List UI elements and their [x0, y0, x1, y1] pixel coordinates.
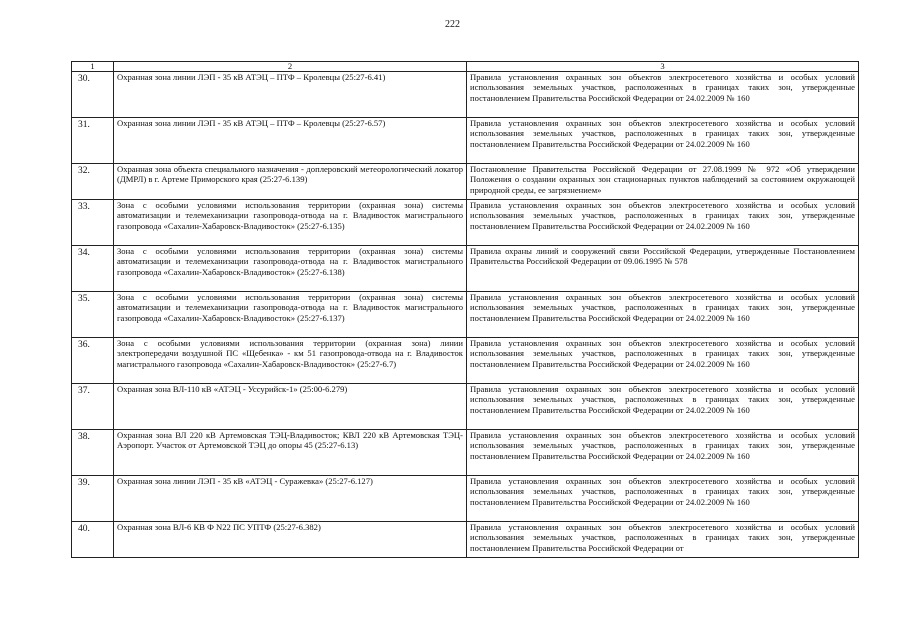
legal-basis: Постановление Правительства Российской Федерации от 27.08.1999 № 972 «Об утверждении Положения о создании охранных зон стационарных пунктов наблюдений за состоянием окружающей природной среды, ее загрязнением» — [467, 164, 859, 200]
legal-basis: Правила установления охранных зон объектов электросетевого хозяйства и особых условий использования земельных участков, расположенных в границах таких зон, утвержденные постановлением Правительства Российской Федерации от 24.02.2009 № 160 — [467, 118, 859, 164]
row-number: 33. — [72, 200, 114, 246]
page-number: 222 — [445, 19, 460, 30]
legal-basis: Правила установления охранных зон объектов электросетевого хозяйства и особых условий использования земельных участков, расположенных в границах таких зон, утвержденные постановлением Правительства Российской Федерации от 24.02.2009 № 160 — [467, 476, 859, 522]
row-number: 35. — [72, 292, 114, 338]
row-number: 36. — [72, 338, 114, 384]
legal-basis: Правила установления охранных зон объектов электросетевого хозяйства и особых условий использования земельных участков, расположенных в границах таких зон, утвержденные постановлением Правительства Российской Федерации от — [467, 522, 859, 558]
zone-name: Охранная зона ВЛ 220 кВ Артемовская ТЭЦ-Владивосток; КВЛ 220 кВ Артемовская ТЭЦ-Аэропорт. Участок от Артемовской ТЭЦ до опоры 45 (25:27-6.13) — [114, 430, 467, 476]
zone-name: Зона с особыми условиями использования территории (охранная зона) системы автоматизации и телемеханизации газопровода-отвода на г. Владивосток магистрального газопровода «Сахалин-Хабаровск-Владивосток» (25:27-6.135) — [114, 200, 467, 246]
row-number: 32. — [72, 164, 114, 200]
column-header-3: 3 — [467, 62, 859, 72]
table-row — [72, 200, 859, 246]
zone-name: Охранная зона линии ЛЭП - 35 кВ АТЭЦ – ПТФ – Кролевцы (25:27-6.41) — [114, 72, 467, 118]
legal-basis: Правила установления охранных зон объектов электросетевого хозяйства и особых условий использования земельных участков, расположенных в границах таких зон, утвержденные постановлением Правительства Российской Федерации от 24.02.2009 № 160 — [467, 384, 859, 430]
row-number: 38. — [72, 430, 114, 476]
row-number: 37. — [72, 384, 114, 430]
legal-basis: Правила установления охранных зон объектов электросетевого хозяйства и особых условий использования земельных участков, расположенных в границах таких зон, утвержденные постановлением Правительства Российской Федерации от 24.02.2009 № 160 — [467, 430, 859, 476]
zone-name: Охранная зона линии ЛЭП - 35 кВ «АТЭЦ - Суражевка» (25:27-6.127) — [114, 476, 467, 522]
table-header-row — [72, 62, 859, 72]
table-row — [72, 338, 859, 384]
legal-basis: Правила установления охранных зон объектов электросетевого хозяйства и особых условий использования земельных участков, расположенных в границах таких зон, утвержденные постановлением Правительства Российской Федерации от 24.02.2009 № 160 — [467, 292, 859, 338]
column-header-2: 2 — [114, 62, 467, 72]
legal-basis: Правила установления охранных зон объектов электросетевого хозяйства и особых условий использования земельных участков, расположенных в границах таких зон, утвержденные постановлением Правительства Российской Федерации от 24.02.2009 № 160 — [467, 200, 859, 246]
table-row — [72, 164, 859, 200]
table-row — [72, 246, 859, 292]
table-row — [72, 72, 859, 118]
legal-basis: Правила установления охранных зон объектов электросетевого хозяйства и особых условий использования земельных участков, расположенных в границах таких зон, утвержденные постановлением Правительства Российской Федерации от 24.02.2009 № 160 — [467, 338, 859, 384]
zone-name: Охранная зона ВЛ-110 кВ «АТЭЦ - Уссурийск-1» (25:00-6.279) — [114, 384, 467, 430]
zone-name: Охранная зона объекта специального назначения - доплеровский метеорологический локатор (ДМРЛ) в г. Артеме Приморского края (25:27-6.139) — [114, 164, 467, 200]
table-row — [72, 522, 859, 558]
row-number: 40. — [72, 522, 114, 558]
zone-name: Охранная зона линии ЛЭП - 35 кВ АТЭЦ – ПТФ – Кролевцы (25:27-6.57) — [114, 118, 467, 164]
zone-name: Охранная зона ВЛ-6 КВ Ф N22 ПС УПТФ (25:27-6.382) — [114, 522, 467, 558]
row-number: 30. — [72, 72, 114, 118]
column-header-1: 1 — [72, 62, 114, 72]
zone-name: Зона с особыми условиями использования территории (охранная зона) системы автоматизации и телемеханизации газопровода-отвода на г. Владивосток магистрального газопровода «Сахалин-Хабаровск-Владивосток» (25:27-6.137) — [114, 292, 467, 338]
row-number: 31. — [72, 118, 114, 164]
table-row — [72, 384, 859, 430]
row-number: 34. — [72, 246, 114, 292]
table-row — [72, 292, 859, 338]
zones-table — [71, 61, 859, 558]
legal-basis: Правила охраны линий и сооружений связи Российской Федерации, утвержденные Постановлением Правительства Российской Федерации от 09.06.1995 № 578 — [467, 246, 859, 292]
table-row — [72, 476, 859, 522]
zone-name: Зона с особыми условиями использования территории (охранная зона) системы автоматизации и телемеханизации газопровода-отвода на г. Владивосток магистрального газопровода «Сахалин-Хабаровск-Владивосток» (25:27-6.138) — [114, 246, 467, 292]
zone-name: Зона с особыми условиями использования территории (охранная зона) линии электропередачи воздушной ПС «Щебенка» - км 51 газопровода-отвода на г. Владивосток магистрального газопровода «Сахалин-Хабаровск-Владивосток» (25:27-6.7) — [114, 338, 467, 384]
row-number: 39. — [72, 476, 114, 522]
table-row — [72, 118, 859, 164]
legal-basis: Правила установления охранных зон объектов электросетевого хозяйства и особых условий использования земельных участков, расположенных в границах таких зон, утвержденные постановлением Правительства Российской Федерации от 24.02.2009 № 160 — [467, 72, 859, 118]
table-row — [72, 430, 859, 476]
